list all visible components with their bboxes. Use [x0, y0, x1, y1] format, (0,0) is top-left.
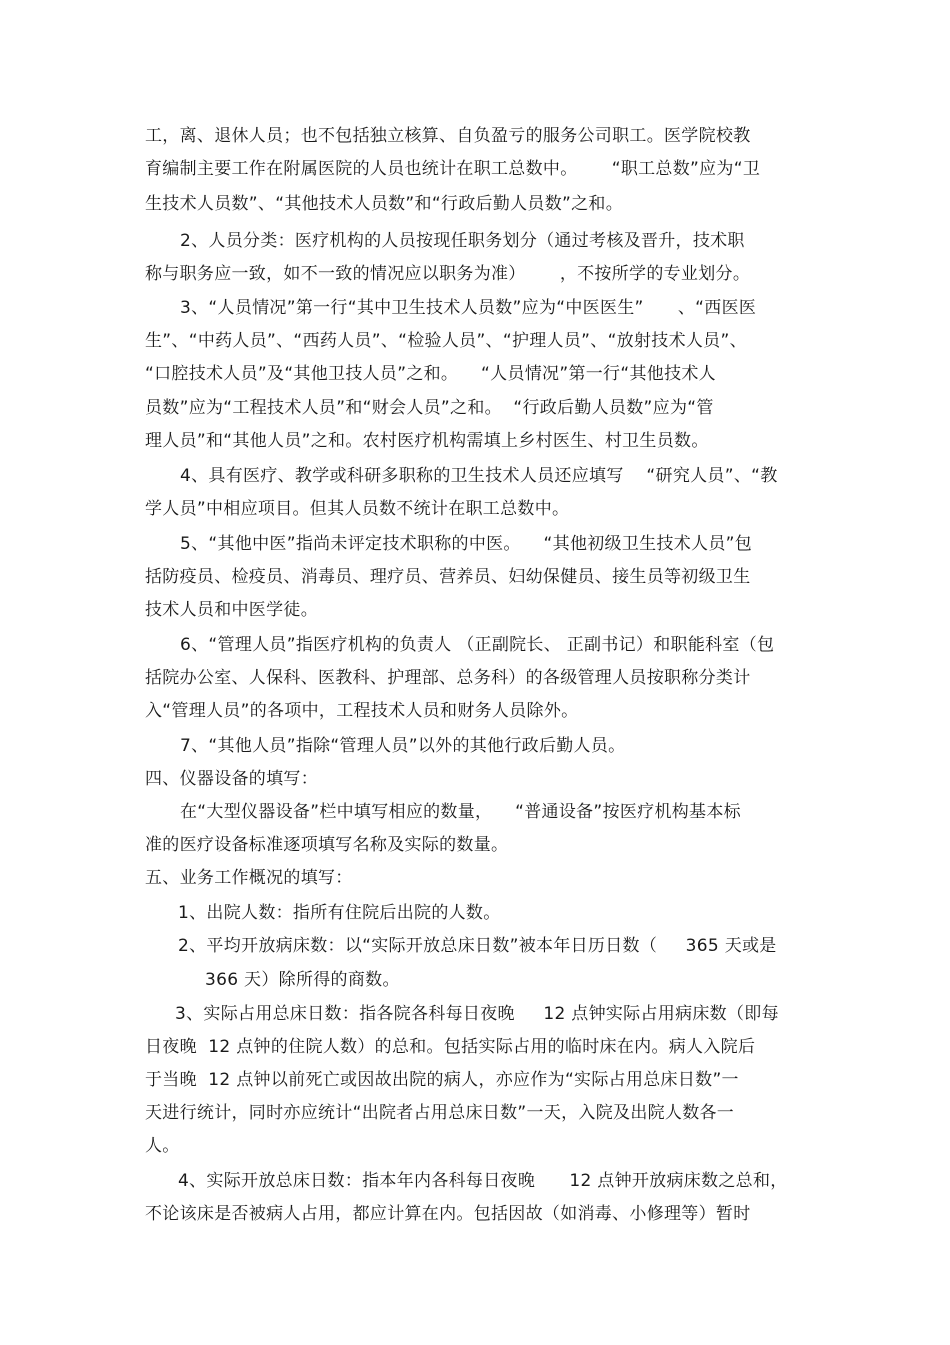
text-line: 6、“管理人员”指医疗机构的负责人 （正副院长、 正副书记）和职能科室（包 — [180, 635, 775, 655]
section-heading: 五、业务工作概况的填写： — [145, 868, 353, 888]
section-heading: 四、仪器设备的填写： — [145, 769, 318, 789]
text-line: 366 天）除所得的商数。 — [205, 970, 400, 990]
text-line: 2、人员分类：医疗机构的人员按现任职务划分（通过考核及晋升，技术职 — [180, 231, 745, 251]
text-line: 5、“其他中医”指尚未评定技术职称的中医。 “其他初级卫生技术人员”包 — [180, 534, 753, 554]
text-line: 7、“其他人员”指除“管理人员”以外的其他行政后勤人员。 — [180, 736, 626, 756]
text-line: 工，离、退休人员；也不包括独立核算、自负盈亏的服务公司职工。医学院校教 — [145, 126, 751, 146]
text-line: 技术人员和中医学徒。 — [145, 600, 318, 620]
text-line: 学人员”中相应项目。但其人员数不统计在职工总数中。 — [145, 499, 570, 519]
text-line: 4、实际开放总床日数：指本年内各科每日夜晚 12 点钟开放病床数之总和， — [178, 1171, 788, 1191]
text-line: 员数”应为“工程技术人员”和“财会人员”之和。 “行政后勤人员数”应为“管 — [145, 398, 714, 418]
text-line: 4、具有医疗、教学或科研多职称的卫生技术人员还应填写 “研究人员”、“教 — [180, 466, 778, 486]
text-line: 天进行统计，同时亦应统计“出院者占用总床日数”一天，入院及出院人数各一 — [145, 1103, 735, 1123]
text-line: 2、平均开放病床数：以“实际开放总床日数”被本年日历日数（ 365 天或是 — [178, 936, 777, 956]
text-line: 不论该床是否被病人占用，都应计算在内。包括因故（如消毒、小修理等）暂时 — [145, 1204, 751, 1224]
text-line: 3、实际占用总床日数：指各院各科每日夜晚 12 点钟实际占用病床数（即每 — [175, 1004, 779, 1024]
text-line: 生”、“中药人员”、“西药人员”、“检验人员”、“护理人员”、“放射技术人员”、 — [145, 331, 747, 351]
text-line: 括防疫员、检疫员、消毒员、理疗员、营养员、妇幼保健员、接生员等初级卫生 — [145, 567, 751, 587]
text-line: 人。 — [145, 1136, 180, 1156]
text-line: 括院办公室、人保科、医教科、护理部、总务科）的各级管理人员按职称分类计 — [145, 668, 751, 688]
text-line: 育编制主要工作在附属医院的人员也统计在职工总数中。 “职工总数”应为“卫 — [145, 159, 761, 179]
text-line: 于当晚 12 点钟以前死亡或因故出院的病人，亦应作为“实际占用总床日数”一 — [145, 1070, 739, 1090]
text-line: 生技术人员数”、“其他技术人员数”和“行政后勤人员数”之和。 — [145, 194, 624, 214]
text-line: 3、“人员情况”第一行“其中卫生技术人员数”应为“中医医生” 、“西医医 — [180, 298, 757, 318]
text-line: 理人员”和“其他人员”之和。农村医疗机构需填上乡村医生、村卫生员数。 — [145, 431, 709, 451]
text-line: 1、出院人数：指所有住院后出院的人数。 — [178, 903, 501, 923]
text-line: 入“管理人员”的各项中，工程技术人员和财务人员除外。 — [145, 701, 579, 721]
text-line: “口腔技术人员”及“其他卫技人员”之和。 “人员情况”第一行“其他技术人 — [145, 364, 716, 384]
text-line: 称与职务应一致，如不一致的情况应以职务为准） ，不按所学的专业划分。 — [145, 264, 751, 284]
text-line: 日夜晚 12 点钟的住院人数）的总和。包括实际占用的临时床在内。病人入院后 — [145, 1037, 756, 1057]
text-line: 准的医疗设备标准逐项填写名称及实际的数量。 — [145, 835, 509, 855]
text-line: 在“大型仪器设备”栏中填写相应的数量， “普通设备”按医疗机构基本标 — [180, 802, 741, 822]
